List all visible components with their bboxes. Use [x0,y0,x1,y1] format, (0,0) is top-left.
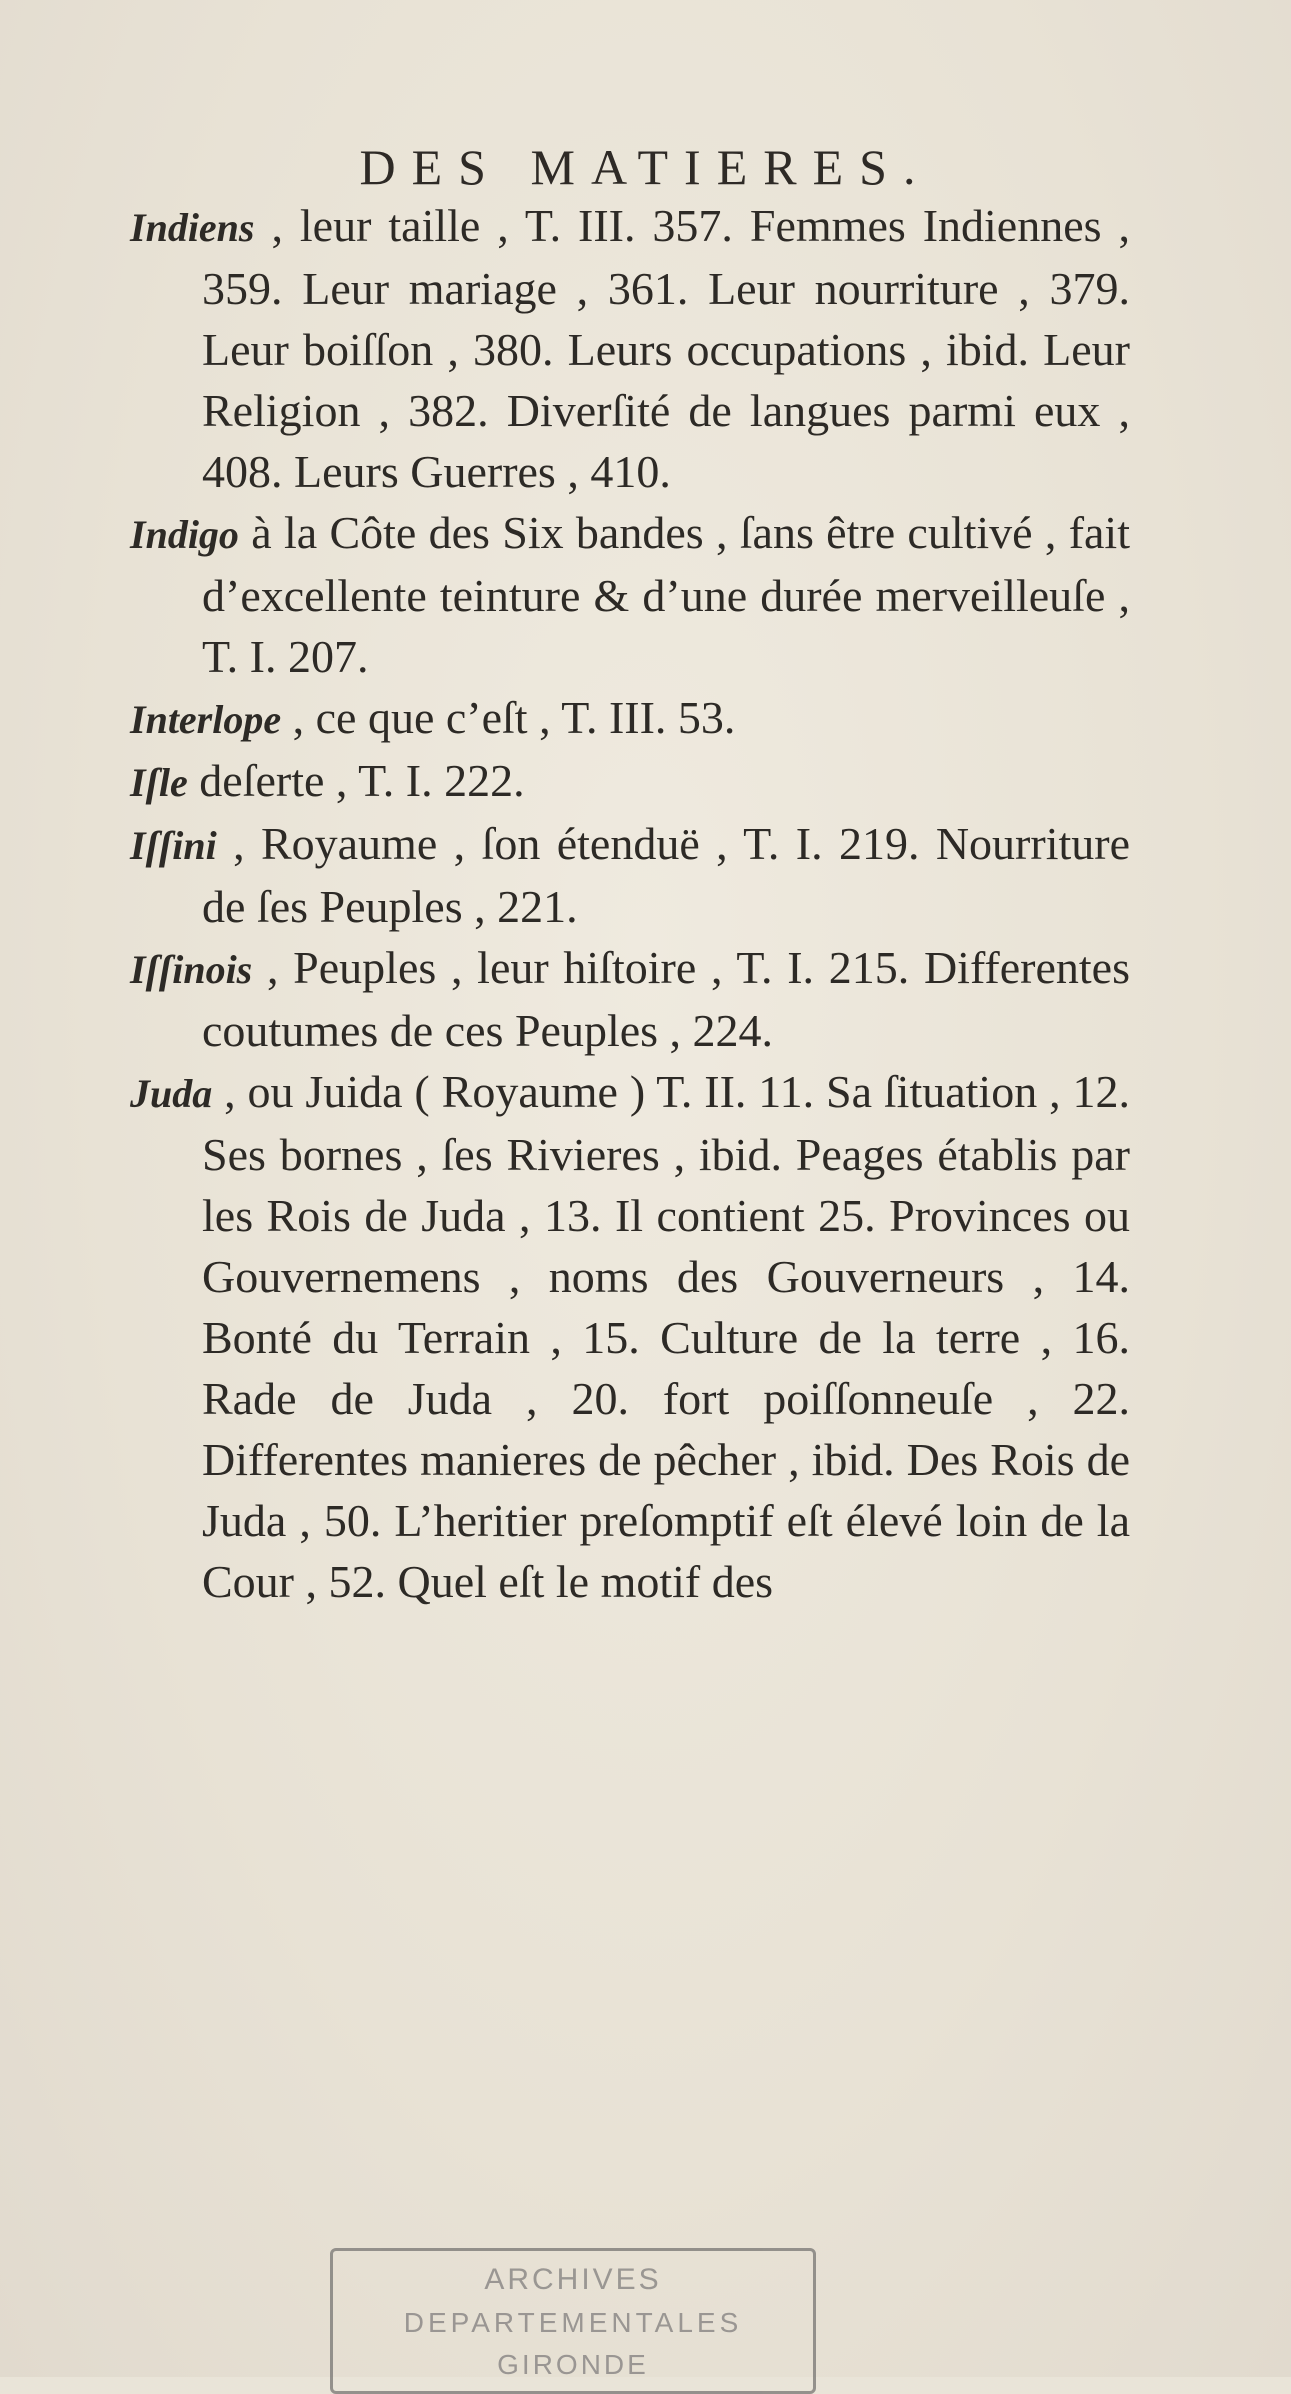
stamp-line: GIRONDE [497,2349,649,2380]
index-entry-indiens [130,195,1130,502]
entry-keyword: Indigo [130,512,239,557]
entry-text: à la Côte des Six bandes , ſans être cultivé , fait d’excellente teinture & d’une durée merveilleuſe , T. I. 207. [202,507,1130,682]
index-entry-issini [130,813,1130,937]
index-entries [130,195,1130,1612]
index-entry-interlope [130,687,1130,750]
entry-keyword: Juda [130,1071,213,1116]
archives-stamp [330,2248,816,2394]
entry-keyword: Interlope [130,697,282,742]
running-head: DES MATIERES. [359,139,932,195]
entry-text: , leur taille , T. III. 357. Femmes Indiennes , 359. Leur mariage , 361. Leur nourriture , 379. Leur boiſſon , 380. Leurs occupations , ibid. Leur Religion , 382. Diverſité de langues parmi eux , 408. Leurs Guerres , 410. [202,200,1130,497]
entry-keyword: Iſſini [130,823,217,868]
entry-text: , ce que c’eſt , T. III. 53. [281,692,736,743]
index-entry-juda [130,1061,1130,1612]
stamp-line: DEPARTEMENTALES [403,2307,743,2338]
index-entry-issinois [130,937,1130,1061]
index-entry-indigo [130,502,1130,687]
entry-keyword: Iſſinois [130,947,253,992]
entry-text: , Peuples , leur hiſtoire , T. I. 215. Differentes coutumes de ces Peuples , 224. [202,942,1130,1056]
entry-text: , Royaume , ſon étenduë , T. I. 219. Nourriture de ſes Peuples , 221. [202,818,1130,932]
entry-text: , ou Juida ( Royaume ) T. II. 11. Sa ſituation , 12. Ses bornes , ſes Rivieres , ibid. Peages établis par les Rois de Juda , 13. Il contient 25. Provinces ou Gouvernemens , noms des Gouverneurs , 14. Bonté du Terrain , 15. Culture de la terre , 16. Rade de Juda , 20. fort poiſſonneuſe , 22. Differentes manieres de pêcher , ibid. Des Rois de Juda , 50. L’heritier preſomptif eſt élevé loin de la Cour , 52. Quel eſt le motif des [202,1066,1130,1607]
entry-text: deſerte , T. I. 222. [187,755,525,806]
index-entry-isle [130,750,1130,813]
stamp-line: ARCHIVES [484,2263,662,2296]
entry-keyword: Indiens [130,205,255,250]
entry-keyword: Iſle [130,760,188,805]
